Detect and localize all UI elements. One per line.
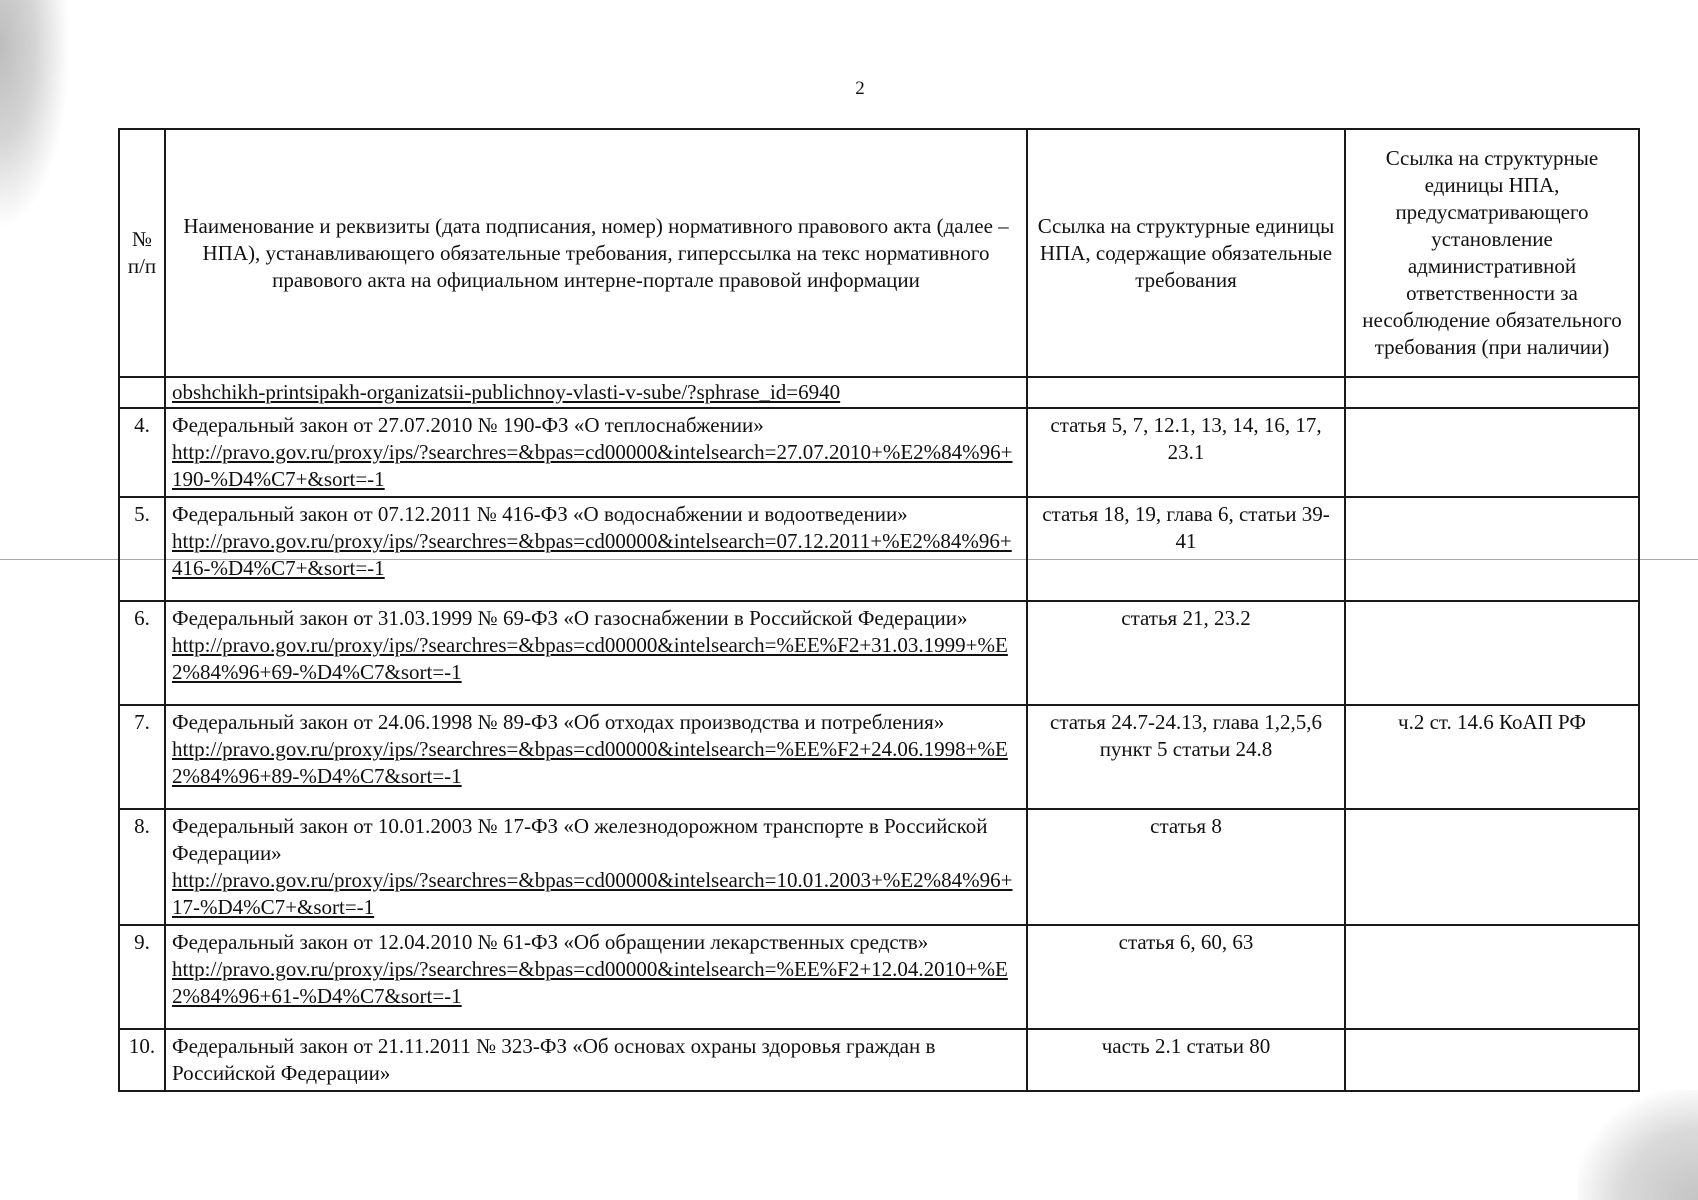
row-number: 8.: [119, 809, 165, 925]
row-act-cell: [165, 1029, 1027, 1091]
page-number: 2: [855, 78, 865, 99]
law-title: Федеральный закон от 21.11.2011 № 323-ФЗ «Об основах охраны здоровья граждан в Российской Федерации»: [172, 1034, 936, 1085]
row-number: 5.: [119, 497, 165, 601]
row-liability: [1345, 809, 1639, 925]
row-number: 7.: [119, 705, 165, 809]
table-row-continuation: [119, 377, 1639, 408]
row-articles: статья 21, 23.2: [1027, 601, 1345, 705]
scan-shadow-top-left: [0, 0, 70, 230]
header-articles: Ссылка на структурные единицы НПА, содержащие обязательные требования: [1027, 129, 1345, 377]
row-articles: часть 2.1 статьи 80: [1027, 1029, 1345, 1091]
row-liability: [1345, 497, 1639, 601]
row-articles: статья 6, 60, 63: [1027, 925, 1345, 1029]
row-number: 10.: [119, 1029, 165, 1091]
row-act-cell: [165, 497, 1027, 601]
scan-shadow-bottom-right: [1578, 1090, 1698, 1200]
law-title: Федеральный закон от 07.12.2011 № 416-ФЗ «О водоснабжении и водоотведении»: [172, 502, 908, 526]
law-hyperlink[interactable]: http://pravo.gov.ru/proxy/ips/?searchres=&bpas=cd00000&intelsearch=%EE%F2+31.03.1999+%E2%84%96+69-%D4%C7&sort=-1: [172, 633, 1008, 684]
law-title: Федеральный закон от 10.01.2003 № 17-ФЗ «О железнодорожном транспорте в Российской Федерации»: [172, 814, 988, 865]
row-act-cell: [165, 809, 1027, 925]
row-liability: [1345, 408, 1639, 497]
law-hyperlink[interactable]: http://pravo.gov.ru/proxy/ips/?searchres=&bpas=cd00000&intelsearch=27.07.2010+%E2%84%96+190-%D4%C7+&sort=-1: [172, 440, 1013, 491]
row-articles-cell: [1027, 377, 1345, 408]
law-hyperlink[interactable]: http://pravo.gov.ru/proxy/ips/?searchres=&bpas=cd00000&intelsearch=10.01.2003+%E2%84%96+17-%D4%C7+&sort=-1: [172, 868, 1013, 919]
law-title: Федеральный закон от 31.03.1999 № 69-ФЗ «О газоснабжении в Российской Федерации»: [172, 606, 968, 630]
row-act-cell: [165, 601, 1027, 705]
table-row: [119, 705, 1639, 809]
row-liability: [1345, 1029, 1639, 1091]
table-row: [119, 1029, 1639, 1091]
table-row: [119, 601, 1639, 705]
requirements-table: [118, 128, 1640, 1092]
row-liability: ч.2 ст. 14.6 КоАП РФ: [1345, 705, 1639, 809]
table-row: [119, 925, 1639, 1029]
law-title: Федеральный закон от 24.06.1998 № 89-ФЗ «Об отходах производства и потребления»: [172, 710, 945, 734]
table-header-row: [119, 129, 1639, 377]
continued-hyperlink[interactable]: obshchikh-printsipakh-organizatsii-publichnoy-vlasti-v-sube/?sphrase_id=6940: [172, 380, 841, 404]
row-num-cell: [119, 377, 165, 408]
row-articles: статья 5, 7, 12.1, 13, 14, 16, 17, 23.1: [1027, 408, 1345, 497]
law-hyperlink[interactable]: http://pravo.gov.ru/proxy/ips/?searchres=&bpas=cd00000&intelsearch=07.12.2011+%E2%84%96+416-%D4%C7+&sort=-1: [172, 529, 1012, 580]
header-act-name: Наименование и реквизиты (дата подписания, номер) нормативного правового акта (далее – НПА), устанавливающего обязательные требования, гиперссылка на текс нормативного правового акта на официальном интерне-портале правовой информации: [165, 129, 1027, 377]
table-row: [119, 408, 1639, 497]
row-number: 9.: [119, 925, 165, 1029]
row-act-cell: [165, 705, 1027, 809]
law-hyperlink[interactable]: http://pravo.gov.ru/proxy/ips/?searchres=&bpas=cd00000&intelsearch=%EE%F2+24.06.1998+%E2%84%96+89-%D4%C7&sort=-1: [172, 737, 1008, 788]
row-articles: статья 18, 19, глава 6, статьи 39-41: [1027, 497, 1345, 601]
row-number: 4.: [119, 408, 165, 497]
row-articles: статья 24.7-24.13, глава 1,2,5,6 пункт 5 статьи 24.8: [1027, 705, 1345, 809]
row-liability-cell: [1345, 377, 1639, 408]
header-num: № п/п: [119, 129, 165, 377]
row-act-cell: [165, 925, 1027, 1029]
law-title: Федеральный закон от 12.04.2010 № 61-ФЗ «Об обращении лекарственных средств»: [172, 930, 929, 954]
header-liability: Ссылка на структурные единицы НПА, предусматривающего установление административной ответственности за несоблюдение обязательного требования (при наличии): [1345, 129, 1639, 377]
law-hyperlink[interactable]: http://pravo.gov.ru/proxy/ips/?searchres=&bpas=cd00000&intelsearch=%EE%F2+12.04.2010+%E2%84%96+61-%D4%C7&sort=-1: [172, 957, 1008, 1008]
row-liability: [1345, 925, 1639, 1029]
row-articles: статья 8: [1027, 809, 1345, 925]
row-number: 6.: [119, 601, 165, 705]
table-row: [119, 497, 1639, 601]
law-title: Федеральный закон от 27.07.2010 № 190-ФЗ «О теплоснабжении»: [172, 413, 764, 437]
table-row: [119, 809, 1639, 925]
row-liability: [1345, 601, 1639, 705]
row-act-cell: [165, 377, 1027, 408]
row-act-cell: [165, 408, 1027, 497]
